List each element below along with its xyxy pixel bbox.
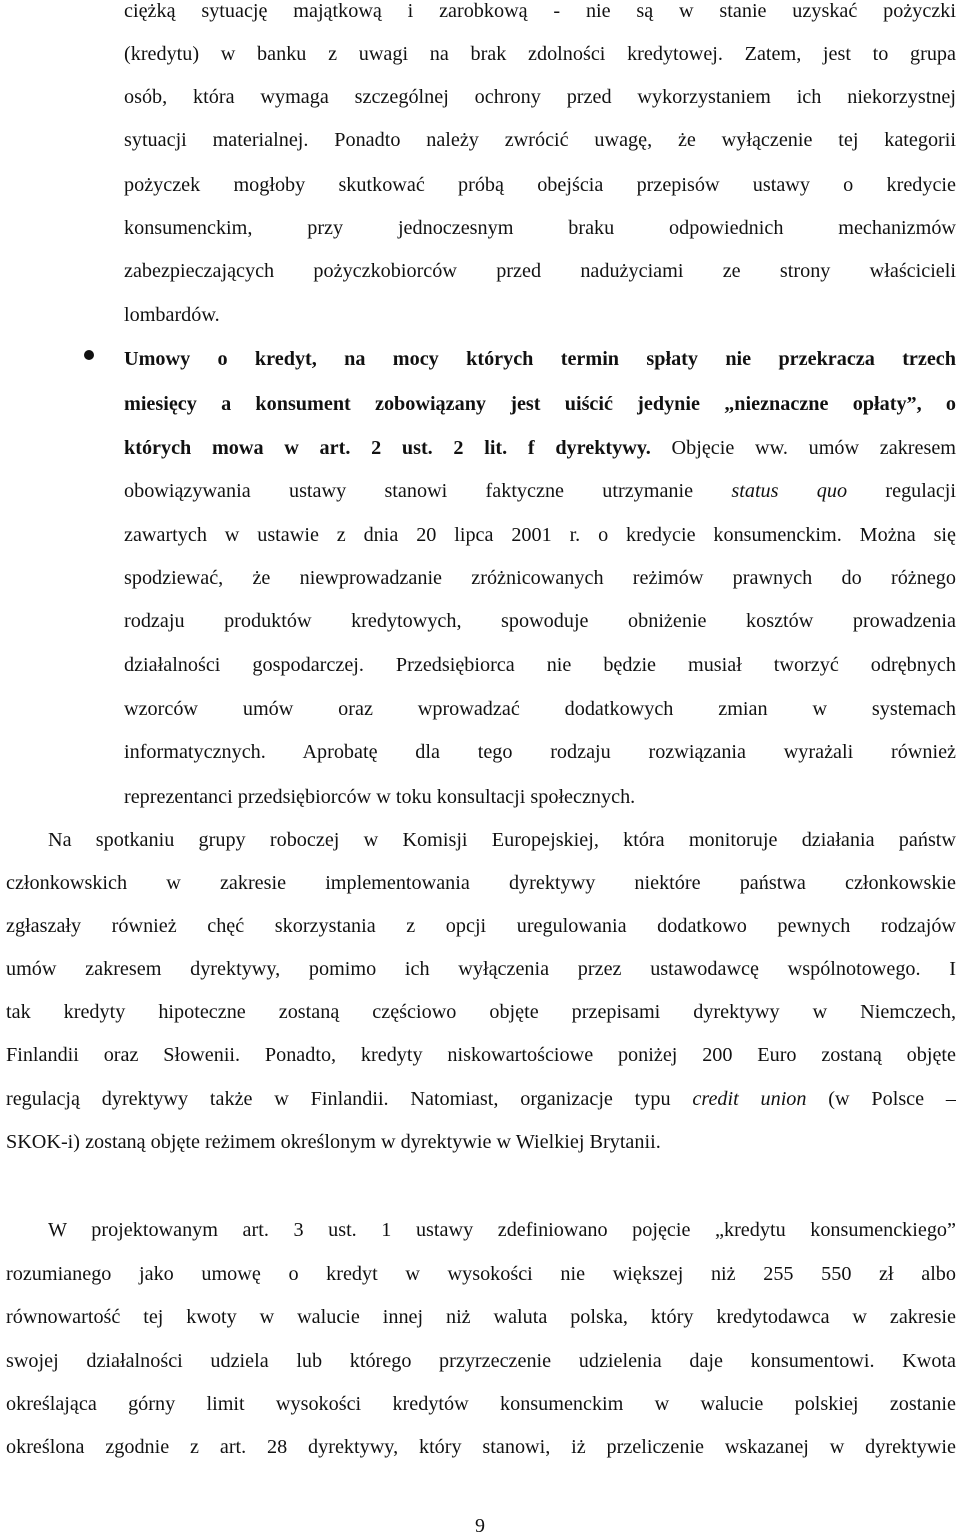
page-number: 9 xyxy=(475,1515,485,1537)
text-line-bold: Umowy o kredyt, na mocy których termin spłaty nie przekracza trzech xyxy=(124,348,956,370)
text-line: działalności gospodarczej. Przedsiębiorca nie będzie musiał tworzyć odrębnych xyxy=(124,654,956,676)
text-line: konsumenckim, przy jednoczesnym braku odpowiednich mechanizmów xyxy=(124,217,956,239)
bold-fragment: których mowa w art. 2 ust. 2 lit. f dyrektywy. xyxy=(124,437,651,459)
text-line: spodziewać, że niewprowadzanie zróżnicowanych reżimów prawnych do różnego xyxy=(124,567,956,589)
text-line-mixed: obowiązywania ustawy stanowi faktyczne utrzymanie status quo regulacji xyxy=(124,480,956,502)
text-line: informatycznych. Aprobatę dla tego rodzaju rozwiązania wyrażali również xyxy=(124,741,956,763)
text-line: SKOK-i) zostaną objęte reżimem określonym w dyrektywie w Wielkiej Brytanii. xyxy=(6,1131,661,1153)
text-line: Finlandii oraz Słowenii. Ponadto, kredyty niskowartościowe poniżej 200 Euro zostaną objęte xyxy=(6,1044,956,1066)
text-line: (kredytu) w banku z uwagi na brak zdolności kredytowej. Zatem, jest to grupa xyxy=(124,43,956,65)
text-line: członkowskich w zakresie implementowania dyrektywy niektóre państwa członkowskie xyxy=(6,872,956,894)
text-line: określająca górny limit wysokości kredytów konsumenckim w walucie polskiej zostanie xyxy=(6,1393,956,1415)
text-line: ciężką sytuację majątkową i zarobkową - nie są w stanie uzyskać pożyczki xyxy=(124,0,956,22)
text-line: osób, która wymaga szczególnej ochrony przed wykorzystaniem ich niekorzystnej xyxy=(124,86,956,108)
bullet-icon xyxy=(84,350,94,360)
text-line: lombardów. xyxy=(124,304,220,326)
italic-fragment: status quo xyxy=(731,480,848,502)
text-line: umów zakresem dyrektywy, pomimo ich wyłączenia przez ustawodawcę wspólnotowego. I xyxy=(6,958,956,980)
text-line: rodzaju produktów kredytowych, spowoduje obniżenie kosztów prowadzenia xyxy=(124,610,956,632)
text-line: równowartość tej kwoty w walucie innej niż waluta polska, który kredytodawca w zakresie xyxy=(6,1306,956,1328)
text-line: zgłaszały również chęć skorzystania z opcji uregulowania dodatkowo pewnych rodzajów xyxy=(6,915,956,937)
text-line: zawartych w ustawie z dnia 20 lipca 2001 r. o kredycie konsumenckim. Można się xyxy=(124,524,956,546)
text-line: sytuacji materialnej. Ponadto należy zwrócić uwagę, że wyłączenie tej kategorii xyxy=(124,129,956,151)
text-line: określona zgodnie z art. 28 dyrektywy, który stanowi, iż przeliczenie wskazanej w dyrektywie xyxy=(6,1436,956,1458)
text-line: reprezentanci przedsiębiorców w toku konsultacji społecznych. xyxy=(124,786,636,808)
text-line: tak kredyty hipoteczne zostaną częściowo objęte przepisami dyrektywy w Niemczech, xyxy=(6,1001,956,1023)
text-line: pożyczek mogłoby skutkować próbą obejścia przepisów ustawy o kredycie xyxy=(124,174,956,196)
text-line: Na spotkaniu grupy roboczej w Komisji Europejskiej, która monitoruje działania państw xyxy=(48,829,956,851)
text-line: zabezpieczających pożyczkobiorców przed nadużyciami ze strony właścicieli xyxy=(124,260,956,282)
text-line: swojej działalności udziela lub którego przyrzeczenie udzielenia daje konsumentowi. Kwota xyxy=(6,1350,956,1372)
text-line: rozumianego jako umowę o kredyt w wysokości nie większej niż 255 550 zł albo xyxy=(6,1263,956,1285)
text-line-mixed: których mowa w art. 2 ust. 2 lit. f dyrektywy. Objęcie ww. umów zakresem xyxy=(124,437,956,459)
text-line-bold: miesięcy a konsument zobowiązany jest uiścić jedynie „nieznaczne opłaty”, o xyxy=(124,393,956,415)
italic-fragment: credit union xyxy=(692,1088,807,1110)
text-line: W projektowanym art. 3 ust. 1 ustawy zdefiniowano pojęcie „kredytu konsumenckiego” xyxy=(48,1219,956,1241)
text-line: wzorców umów oraz wprowadzać dodatkowych zmian w systemach xyxy=(124,698,956,720)
text-line-mixed: regulacją dyrektywy także w Finlandii. Natomiast, organizacje typu credit union (w Polsce – xyxy=(6,1088,956,1110)
